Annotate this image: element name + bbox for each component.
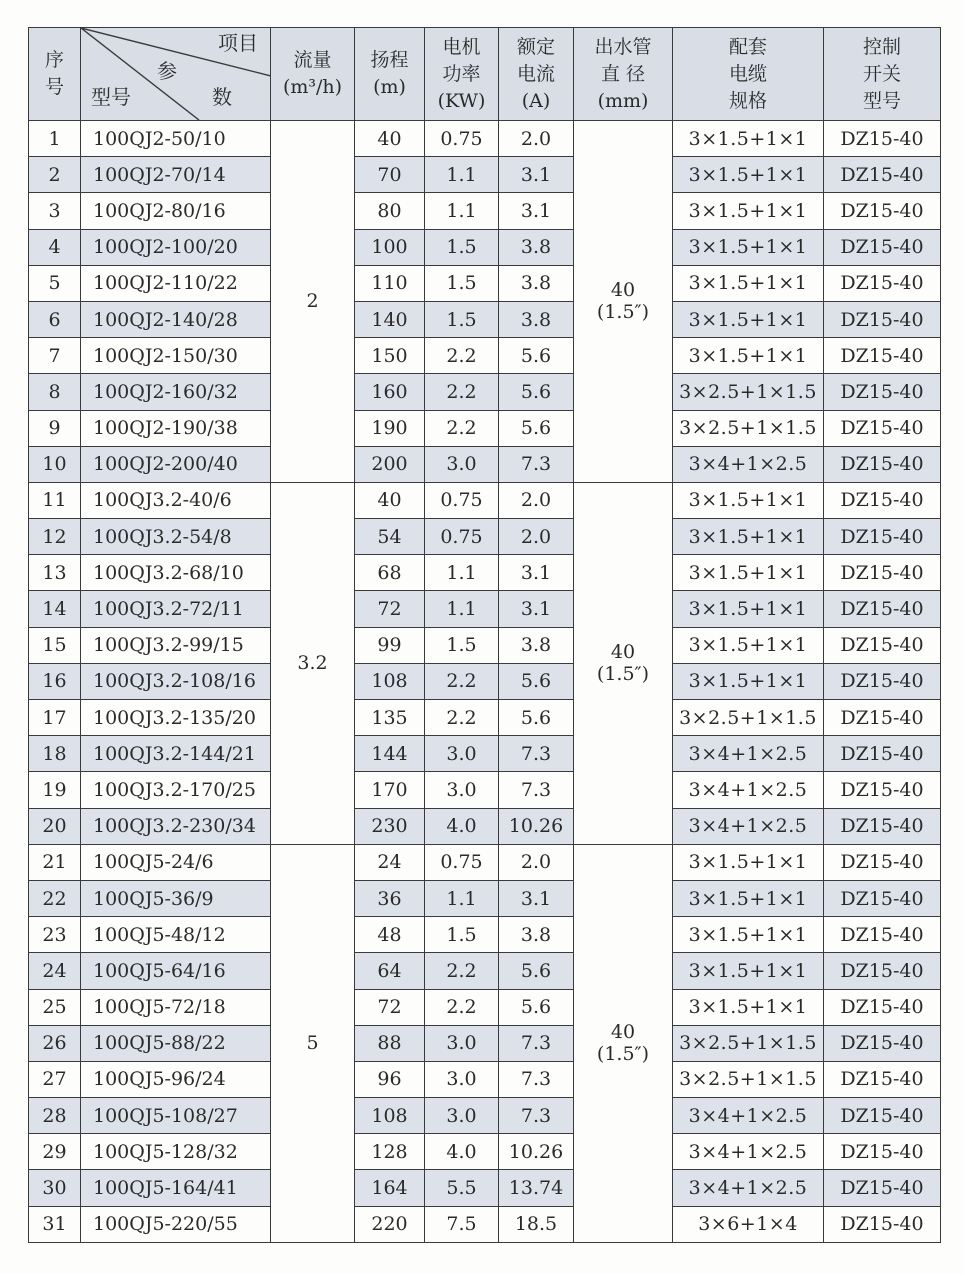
cell-switch: DZ15-40 bbox=[824, 880, 941, 916]
cell-current: 2.0 bbox=[499, 482, 574, 518]
cell-power: 7.5 bbox=[425, 1206, 499, 1242]
header-seq-line1: 序 bbox=[44, 49, 64, 71]
cell-cable: 3×1.5+1×1 bbox=[673, 229, 824, 265]
cell-head: 88 bbox=[355, 1025, 425, 1061]
cell-cable: 3×1.5+1×1 bbox=[673, 265, 824, 301]
cell-switch: DZ15-40 bbox=[824, 989, 941, 1025]
table-body bbox=[29, 121, 941, 1243]
table-row bbox=[29, 157, 941, 193]
cell-model: 100QJ3.2-135/20 bbox=[81, 700, 271, 736]
table-row bbox=[29, 519, 941, 555]
cell-model: 100QJ5-128/32 bbox=[81, 1134, 271, 1170]
header-current-line2: 电流 bbox=[516, 62, 555, 85]
cell-head: 99 bbox=[355, 627, 425, 663]
header-switch bbox=[824, 28, 941, 121]
cell-current: 2.0 bbox=[499, 519, 574, 555]
pump-spec-table-container bbox=[28, 27, 940, 1243]
cell-cable: 3×4+1×2.5 bbox=[673, 1170, 824, 1206]
table-row bbox=[29, 482, 941, 518]
cell-current: 2.0 bbox=[499, 844, 574, 880]
cell-switch: DZ15-40 bbox=[824, 736, 941, 772]
cell-head: 40 bbox=[355, 121, 425, 157]
cell-no: 6 bbox=[29, 301, 81, 337]
header-seq-line2: 号 bbox=[44, 76, 64, 98]
cell-head: 108 bbox=[355, 663, 425, 699]
cell-current: 7.3 bbox=[499, 446, 574, 482]
cell-cable: 3×1.5+1×1 bbox=[673, 844, 824, 880]
cell-no: 19 bbox=[29, 772, 81, 808]
cell-current: 5.6 bbox=[499, 989, 574, 1025]
cell-cable: 3×1.5+1×1 bbox=[673, 917, 824, 953]
header-head-unit: (m) bbox=[373, 76, 406, 98]
cell-head: 24 bbox=[355, 844, 425, 880]
cell-power: 3.0 bbox=[425, 1098, 499, 1134]
cell-no: 26 bbox=[29, 1025, 81, 1061]
table-row bbox=[29, 1098, 941, 1134]
header-power-unit: (KW) bbox=[437, 89, 486, 112]
cell-model: 100QJ2-80/16 bbox=[81, 193, 271, 229]
cell-model: 100QJ5-108/27 bbox=[81, 1098, 271, 1134]
cell-no: 20 bbox=[29, 808, 81, 844]
header-power-line1: 电机 bbox=[442, 35, 481, 58]
header-cable bbox=[673, 28, 824, 121]
cell-current: 5.6 bbox=[499, 663, 574, 699]
cell-cable: 3×1.5+1×1 bbox=[673, 193, 824, 229]
pipe-diameter-inch: (1.5″) bbox=[596, 301, 650, 324]
cell-no: 18 bbox=[29, 736, 81, 772]
cell-no: 22 bbox=[29, 880, 81, 916]
cell-cable: 3×1.5+1×1 bbox=[673, 121, 824, 157]
cell-model: 100QJ5-72/18 bbox=[81, 989, 271, 1025]
cell-head: 160 bbox=[355, 374, 425, 410]
cell-switch: DZ15-40 bbox=[824, 627, 941, 663]
cell-current: 10.26 bbox=[499, 808, 574, 844]
cell-current: 3.8 bbox=[499, 301, 574, 337]
cell-no: 1 bbox=[29, 121, 81, 157]
cell-switch: DZ15-40 bbox=[824, 157, 941, 193]
cell-power: 2.2 bbox=[425, 338, 499, 374]
cell-model: 100QJ3.2-72/11 bbox=[81, 591, 271, 627]
cell-switch: DZ15-40 bbox=[824, 482, 941, 518]
cell-power: 2.2 bbox=[425, 953, 499, 989]
cell-head: 72 bbox=[355, 591, 425, 627]
cell-cable: 3×1.5+1×1 bbox=[673, 482, 824, 518]
cell-model: 100QJ5-24/6 bbox=[81, 844, 271, 880]
table-row bbox=[29, 736, 941, 772]
cell-power: 0.75 bbox=[425, 844, 499, 880]
table-row bbox=[29, 953, 941, 989]
cell-head: 144 bbox=[355, 736, 425, 772]
cell-model: 100QJ5-220/55 bbox=[81, 1206, 271, 1242]
cell-current: 5.6 bbox=[499, 338, 574, 374]
table-row bbox=[29, 121, 941, 157]
cell-head: 48 bbox=[355, 917, 425, 953]
cell-flow: 5 bbox=[271, 844, 355, 1242]
cell-cable: 3×1.5+1×1 bbox=[673, 519, 824, 555]
header-flow bbox=[271, 28, 355, 121]
cell-no: 17 bbox=[29, 700, 81, 736]
cell-head: 128 bbox=[355, 1134, 425, 1170]
cell-current: 3.1 bbox=[499, 555, 574, 591]
cell-switch: DZ15-40 bbox=[824, 229, 941, 265]
cell-switch: DZ15-40 bbox=[824, 410, 941, 446]
header-pipe-line1: 出水管 bbox=[594, 35, 652, 58]
cell-model: 100QJ5-96/24 bbox=[81, 1061, 271, 1097]
cell-switch: DZ15-40 bbox=[824, 1206, 941, 1242]
pipe-diameter-inch: (1.5″) bbox=[596, 663, 650, 686]
cell-cable: 3×1.5+1×1 bbox=[673, 555, 824, 591]
cell-no: 27 bbox=[29, 1061, 81, 1097]
cell-model: 100QJ3.2-108/16 bbox=[81, 663, 271, 699]
cell-cable: 3×1.5+1×1 bbox=[673, 663, 824, 699]
cell-model: 100QJ2-150/30 bbox=[81, 338, 271, 374]
cell-power: 3.0 bbox=[425, 736, 499, 772]
cell-current: 3.1 bbox=[499, 157, 574, 193]
table-row bbox=[29, 627, 941, 663]
diag-label-item: 项目 bbox=[218, 31, 258, 55]
cell-cable: 3×2.5+1×1.5 bbox=[673, 410, 824, 446]
diag-label-param: 参 bbox=[157, 59, 177, 83]
cell-head: 96 bbox=[355, 1061, 425, 1097]
header-pipe-line2: 直 径 bbox=[600, 62, 646, 85]
cell-power: 1.1 bbox=[425, 880, 499, 916]
cell-cable: 3×6+1×4 bbox=[673, 1206, 824, 1242]
cell-no: 28 bbox=[29, 1098, 81, 1134]
cell-cable: 3×1.5+1×1 bbox=[673, 591, 824, 627]
cell-power: 2.2 bbox=[425, 989, 499, 1025]
cell-cable: 3×2.5+1×1.5 bbox=[673, 1025, 824, 1061]
cell-current: 13.74 bbox=[499, 1170, 574, 1206]
cell-power: 1.5 bbox=[425, 627, 499, 663]
cell-head: 54 bbox=[355, 519, 425, 555]
cell-head: 220 bbox=[355, 1206, 425, 1242]
cell-switch: DZ15-40 bbox=[824, 1134, 941, 1170]
table-row bbox=[29, 772, 941, 808]
header-flow-unit: (m³/h) bbox=[282, 76, 343, 98]
header-flow-line1: 流量 bbox=[293, 49, 332, 71]
cell-power: 4.0 bbox=[425, 1134, 499, 1170]
cell-model: 100QJ2-160/32 bbox=[81, 374, 271, 410]
diag-label-model: 型号 bbox=[91, 85, 131, 109]
cell-current: 3.1 bbox=[499, 193, 574, 229]
cell-cable: 3×2.5+1×1.5 bbox=[673, 1061, 824, 1097]
cell-pipe bbox=[574, 844, 673, 1242]
cell-head: 135 bbox=[355, 700, 425, 736]
cell-power: 1.5 bbox=[425, 265, 499, 301]
cell-no: 13 bbox=[29, 555, 81, 591]
pump-spec-table bbox=[28, 27, 941, 1243]
cell-current: 7.3 bbox=[499, 1025, 574, 1061]
cell-no: 2 bbox=[29, 157, 81, 193]
cell-switch: DZ15-40 bbox=[824, 953, 941, 989]
cell-switch: DZ15-40 bbox=[824, 193, 941, 229]
cell-current: 3.1 bbox=[499, 880, 574, 916]
header-cable-line2: 电缆 bbox=[728, 62, 767, 85]
cell-pipe bbox=[574, 482, 673, 844]
cell-power: 2.2 bbox=[425, 374, 499, 410]
table-row bbox=[29, 917, 941, 953]
cell-head: 140 bbox=[355, 301, 425, 337]
cell-cable: 3×4+1×2.5 bbox=[673, 736, 824, 772]
cell-power: 1.1 bbox=[425, 591, 499, 627]
header-head bbox=[355, 28, 425, 121]
cell-no: 15 bbox=[29, 627, 81, 663]
cell-power: 1.1 bbox=[425, 193, 499, 229]
cell-switch: DZ15-40 bbox=[824, 446, 941, 482]
cell-switch: DZ15-40 bbox=[824, 121, 941, 157]
header-switch-line1: 控制 bbox=[862, 35, 901, 58]
table-row bbox=[29, 301, 941, 337]
table-row bbox=[29, 844, 941, 880]
cell-no: 5 bbox=[29, 265, 81, 301]
cell-model: 100QJ2-140/28 bbox=[81, 301, 271, 337]
table-row bbox=[29, 880, 941, 916]
header-diagonal-cell bbox=[81, 28, 271, 121]
cell-switch: DZ15-40 bbox=[824, 700, 941, 736]
cell-cable: 3×1.5+1×1 bbox=[673, 338, 824, 374]
table-row bbox=[29, 229, 941, 265]
cell-switch: DZ15-40 bbox=[824, 591, 941, 627]
header-switch-line2: 开关 bbox=[862, 62, 901, 85]
cell-no: 9 bbox=[29, 410, 81, 446]
cell-power: 3.0 bbox=[425, 1025, 499, 1061]
cell-switch: DZ15-40 bbox=[824, 374, 941, 410]
cell-power: 5.5 bbox=[425, 1170, 499, 1206]
cell-no: 3 bbox=[29, 193, 81, 229]
table-row bbox=[29, 446, 941, 482]
cell-model: 100QJ2-50/10 bbox=[81, 121, 271, 157]
cell-head: 110 bbox=[355, 265, 425, 301]
table-row bbox=[29, 808, 941, 844]
cell-model: 100QJ3.2-68/10 bbox=[81, 555, 271, 591]
header-cable-line3: 规格 bbox=[728, 89, 767, 112]
table-row bbox=[29, 1206, 941, 1242]
cell-model: 100QJ5-36/9 bbox=[81, 880, 271, 916]
table-row bbox=[29, 663, 941, 699]
header-switch-line3: 型号 bbox=[862, 89, 901, 112]
cell-current: 5.6 bbox=[499, 374, 574, 410]
cell-switch: DZ15-40 bbox=[824, 265, 941, 301]
diag-label-num: 数 bbox=[212, 85, 232, 109]
cell-power: 3.0 bbox=[425, 772, 499, 808]
cell-head: 70 bbox=[355, 157, 425, 193]
cell-head: 164 bbox=[355, 1170, 425, 1206]
header-current bbox=[499, 28, 574, 121]
cell-power: 1.5 bbox=[425, 229, 499, 265]
table-row bbox=[29, 410, 941, 446]
cell-cable: 3×1.5+1×1 bbox=[673, 301, 824, 337]
cell-head: 100 bbox=[355, 229, 425, 265]
header-power-line2: 功率 bbox=[442, 62, 481, 85]
cell-power: 2.2 bbox=[425, 700, 499, 736]
cell-switch: DZ15-40 bbox=[824, 1061, 941, 1097]
cell-no: 21 bbox=[29, 844, 81, 880]
cell-switch: DZ15-40 bbox=[824, 844, 941, 880]
cell-switch: DZ15-40 bbox=[824, 1098, 941, 1134]
cell-power: 2.2 bbox=[425, 410, 499, 446]
cell-cable: 3×2.5+1×1.5 bbox=[673, 700, 824, 736]
cell-no: 11 bbox=[29, 482, 81, 518]
cell-current: 5.6 bbox=[499, 700, 574, 736]
cell-power: 3.0 bbox=[425, 1061, 499, 1097]
cell-model: 100QJ3.2-170/25 bbox=[81, 772, 271, 808]
cell-model: 100QJ5-164/41 bbox=[81, 1170, 271, 1206]
cell-current: 3.1 bbox=[499, 591, 574, 627]
cell-cable: 3×4+1×2.5 bbox=[673, 1134, 824, 1170]
cell-power: 1.5 bbox=[425, 917, 499, 953]
pipe-diameter-mm: 40 bbox=[610, 279, 636, 302]
table-row bbox=[29, 989, 941, 1025]
cell-cable: 3×1.5+1×1 bbox=[673, 953, 824, 989]
cell-model: 100QJ5-48/12 bbox=[81, 917, 271, 953]
cell-head: 36 bbox=[355, 880, 425, 916]
cell-no: 23 bbox=[29, 917, 81, 953]
cell-model: 100QJ2-110/22 bbox=[81, 265, 271, 301]
table-row bbox=[29, 1134, 941, 1170]
cell-current: 7.3 bbox=[499, 772, 574, 808]
cell-no: 14 bbox=[29, 591, 81, 627]
cell-current: 7.3 bbox=[499, 1098, 574, 1134]
cell-power: 1.1 bbox=[425, 157, 499, 193]
cell-head: 72 bbox=[355, 989, 425, 1025]
cell-head: 230 bbox=[355, 808, 425, 844]
cell-head: 80 bbox=[355, 193, 425, 229]
pipe-diameter-mm: 40 bbox=[610, 641, 636, 664]
cell-model: 100QJ5-64/16 bbox=[81, 953, 271, 989]
cell-power: 3.0 bbox=[425, 446, 499, 482]
cell-no: 8 bbox=[29, 374, 81, 410]
cell-switch: DZ15-40 bbox=[824, 338, 941, 374]
cell-head: 150 bbox=[355, 338, 425, 374]
header-pipe bbox=[574, 28, 673, 121]
cell-current: 18.5 bbox=[499, 1206, 574, 1242]
table-row bbox=[29, 555, 941, 591]
cell-no: 29 bbox=[29, 1134, 81, 1170]
table-row bbox=[29, 591, 941, 627]
table-row bbox=[29, 1170, 941, 1206]
cell-current: 3.8 bbox=[499, 627, 574, 663]
table-row bbox=[29, 265, 941, 301]
table-row bbox=[29, 193, 941, 229]
cell-no: 30 bbox=[29, 1170, 81, 1206]
cell-no: 10 bbox=[29, 446, 81, 482]
cell-model: 100QJ3.2-54/8 bbox=[81, 519, 271, 555]
cell-no: 4 bbox=[29, 229, 81, 265]
cell-no: 12 bbox=[29, 519, 81, 555]
cell-model: 100QJ2-200/40 bbox=[81, 446, 271, 482]
cell-switch: DZ15-40 bbox=[824, 555, 941, 591]
pipe-diameter-inch: (1.5″) bbox=[596, 1043, 650, 1066]
cell-current: 5.6 bbox=[499, 953, 574, 989]
cell-current: 7.3 bbox=[499, 736, 574, 772]
table-header bbox=[29, 28, 941, 121]
cell-cable: 3×4+1×2.5 bbox=[673, 1098, 824, 1134]
cell-power: 1.1 bbox=[425, 555, 499, 591]
cell-model: 100QJ5-88/22 bbox=[81, 1025, 271, 1061]
table-row bbox=[29, 700, 941, 736]
cell-model: 100QJ2-70/14 bbox=[81, 157, 271, 193]
table-row bbox=[29, 1061, 941, 1097]
cell-head: 64 bbox=[355, 953, 425, 989]
cell-switch: DZ15-40 bbox=[824, 772, 941, 808]
header-current-line1: 额定 bbox=[516, 35, 555, 58]
cell-switch: DZ15-40 bbox=[824, 1170, 941, 1206]
cell-head: 108 bbox=[355, 1098, 425, 1134]
pipe-diameter-mm: 40 bbox=[610, 1021, 636, 1044]
cell-head: 190 bbox=[355, 410, 425, 446]
cell-switch: DZ15-40 bbox=[824, 301, 941, 337]
cell-switch: DZ15-40 bbox=[824, 808, 941, 844]
cell-current: 3.8 bbox=[499, 265, 574, 301]
cell-current: 3.8 bbox=[499, 229, 574, 265]
cell-power: 4.0 bbox=[425, 808, 499, 844]
header-seq bbox=[29, 28, 81, 121]
cell-model: 100QJ3.2-144/21 bbox=[81, 736, 271, 772]
cell-no: 24 bbox=[29, 953, 81, 989]
cell-switch: DZ15-40 bbox=[824, 663, 941, 699]
table-row bbox=[29, 1025, 941, 1061]
cell-power: 0.75 bbox=[425, 121, 499, 157]
cell-model: 100QJ2-190/38 bbox=[81, 410, 271, 446]
cell-flow: 3.2 bbox=[271, 482, 355, 844]
cell-model: 100QJ2-100/20 bbox=[81, 229, 271, 265]
cell-current: 7.3 bbox=[499, 1061, 574, 1097]
cell-switch: DZ15-40 bbox=[824, 519, 941, 555]
cell-no: 16 bbox=[29, 663, 81, 699]
cell-head: 40 bbox=[355, 482, 425, 518]
header-power bbox=[425, 28, 499, 121]
cell-flow: 2 bbox=[271, 121, 355, 483]
cell-model: 100QJ3.2-230/34 bbox=[81, 808, 271, 844]
cell-head: 170 bbox=[355, 772, 425, 808]
table-row bbox=[29, 338, 941, 374]
cell-cable: 3×1.5+1×1 bbox=[673, 627, 824, 663]
table-row bbox=[29, 374, 941, 410]
cell-head: 68 bbox=[355, 555, 425, 591]
cell-cable: 3×1.5+1×1 bbox=[673, 157, 824, 193]
cell-no: 31 bbox=[29, 1206, 81, 1242]
cell-current: 5.6 bbox=[499, 410, 574, 446]
cell-no: 25 bbox=[29, 989, 81, 1025]
cell-pipe bbox=[574, 121, 673, 483]
cell-power: 2.2 bbox=[425, 663, 499, 699]
header-cable-line1: 配套 bbox=[728, 35, 767, 58]
cell-cable: 3×4+1×2.5 bbox=[673, 808, 824, 844]
cell-switch: DZ15-40 bbox=[824, 917, 941, 953]
cell-switch: DZ15-40 bbox=[824, 1025, 941, 1061]
cell-current: 3.8 bbox=[499, 917, 574, 953]
cell-head: 200 bbox=[355, 446, 425, 482]
header-current-unit: (A) bbox=[521, 89, 551, 112]
cell-power: 0.75 bbox=[425, 519, 499, 555]
cell-model: 100QJ3.2-40/6 bbox=[81, 482, 271, 518]
cell-cable: 3×4+1×2.5 bbox=[673, 772, 824, 808]
cell-current: 2.0 bbox=[499, 121, 574, 157]
header-head-line1: 扬程 bbox=[370, 49, 409, 71]
cell-current: 10.26 bbox=[499, 1134, 574, 1170]
cell-cable: 3×1.5+1×1 bbox=[673, 880, 824, 916]
cell-cable: 3×4+1×2.5 bbox=[673, 446, 824, 482]
cell-cable: 3×2.5+1×1.5 bbox=[673, 374, 824, 410]
cell-model: 100QJ3.2-99/15 bbox=[81, 627, 271, 663]
header-pipe-unit: (mm) bbox=[597, 89, 649, 112]
cell-power: 1.5 bbox=[425, 301, 499, 337]
cell-power: 0.75 bbox=[425, 482, 499, 518]
cell-cable: 3×1.5+1×1 bbox=[673, 989, 824, 1025]
cell-no: 7 bbox=[29, 338, 81, 374]
